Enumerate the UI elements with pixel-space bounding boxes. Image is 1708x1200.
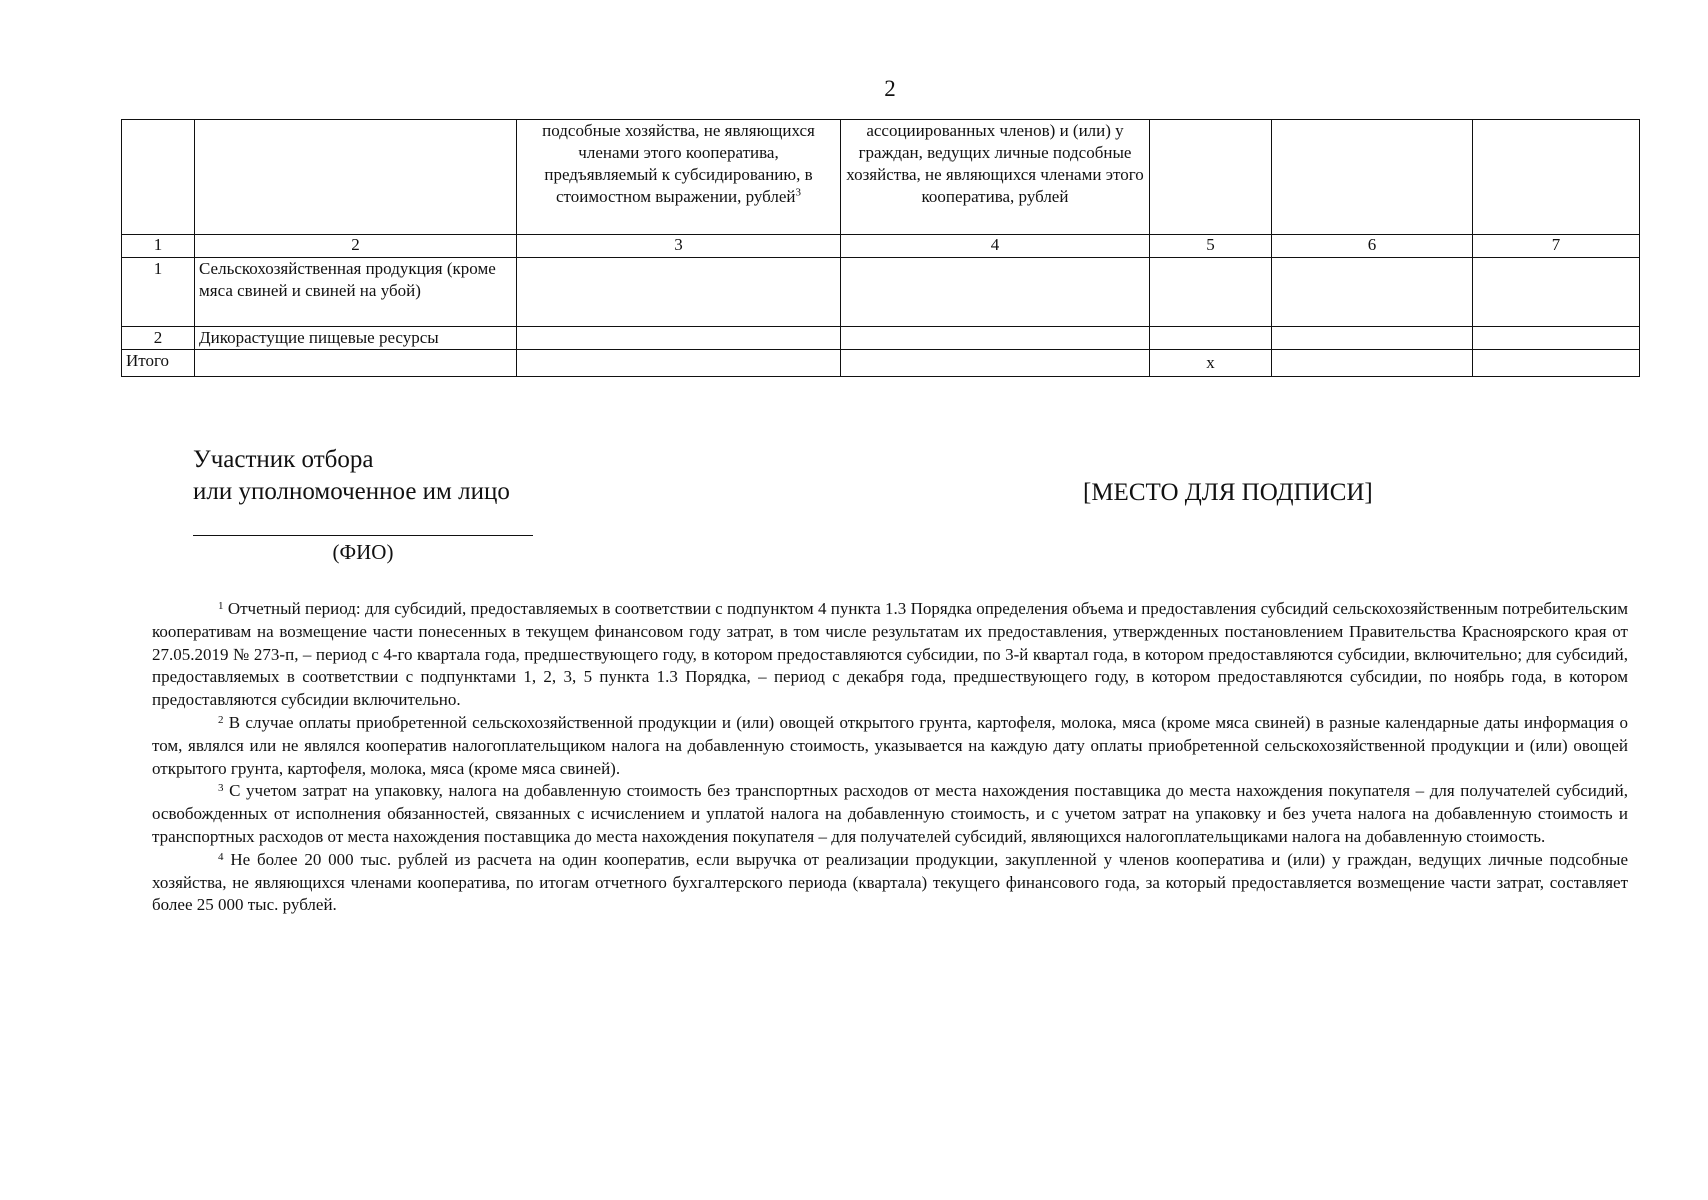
footnote-text: С учетом затрат на упаковку, налога на добавленную стоимость без транспортных расходов от места нахождения поставщика до места нахождения покупателя – для получателей субсидий, освобожденных от исполнения обязанностей, связанных с исчислением и уплатой налога на добавленную стоимость, и с учетом затрат на упаковку и без учета налога на добавленную стоимость и транспортных расходов от места нахождения поставщика до места нахождения покупателя – для получателей субсидий, являющихся налогоплательщиками налога на добавленную стоимость.: [152, 781, 1629, 846]
table-cell: [841, 258, 1150, 327]
total-row: [122, 350, 1640, 377]
column-number: 7: [1473, 235, 1640, 258]
header-col3-text: подсобные хозяйства, не являющихся членами этого кооператива, предъявляемый к субсидированию, в стоимостном выражении, рублей: [542, 121, 815, 206]
header-col2: [195, 120, 517, 235]
column-number: 4: [841, 235, 1150, 258]
row-number: 1: [122, 258, 195, 327]
header-col1: [122, 120, 195, 235]
row-name: Сельскохозяйственная продукция (кроме мяса свиней и свиней на убой): [195, 258, 517, 327]
column-number: 1: [122, 235, 195, 258]
page-number: 2: [884, 76, 896, 101]
row-name: Дикорастущие пищевые ресурсы: [195, 327, 517, 350]
total-label: Итого: [122, 350, 195, 377]
table-cell: [1272, 350, 1473, 377]
header-col4: ассоциированных членов) и (или) у граждан, ведущих личные подсобные хозяйства, не являющихся членами этого кооператива, рублей: [841, 120, 1150, 235]
table-cell: [517, 258, 841, 327]
footnote-mark: 1: [218, 600, 224, 612]
total-x-mark: х: [1150, 350, 1272, 377]
fio-underline: [193, 535, 533, 536]
table-cell: [1473, 327, 1640, 350]
subsidy-table: [121, 119, 1640, 377]
signer-title-line2: или уполномоченное им лицо: [193, 478, 510, 505]
footnote-ref-3: 3: [795, 186, 802, 199]
footnote-2: [152, 712, 1628, 780]
column-number: 3: [517, 235, 841, 258]
signature-placeholder: [МЕСТО ДЛЯ ПОДПИСИ]: [1083, 479, 1373, 506]
column-number-row: [122, 235, 1640, 258]
table-cell: [1150, 258, 1272, 327]
signer-block: [193, 444, 510, 508]
column-number: 5: [1150, 235, 1272, 258]
table-cell: [1473, 258, 1640, 327]
footnote-mark: 2: [218, 713, 224, 726]
footnote-1: [152, 598, 1628, 712]
table-cell: [1150, 327, 1272, 350]
row-number: 2: [122, 327, 195, 350]
footnote-4: [152, 849, 1628, 917]
column-number: 2: [195, 235, 517, 258]
column-number: 6: [1272, 235, 1473, 258]
table-row: [122, 258, 1640, 327]
footnote-text: Отчетный период: для субсидий, предоставляемых в соответствии с подпунктом 4 пункта 1.3 Порядка определения объема и предоставления субсидий сельскохозяйственным потребительским кооперативам на возмещение части понесенных в текущем финансовом году затрат, в том числе результатам их предоставления, утвержденных постановлением Правительства Красноярского края от 27.05.2019 № 273-п, – период с 4-го квартала года, предшествующего году, в котором предоставляются субсидии, по 3-й квартал года, в котором предоставляются субсидии, включительно; для субсидий, предоставляемых в соответствии с подпунктами 1, 2, 3, 5 пункта 1.3 Порядка, – период с декабря года, предшествующего году, в котором предоставляются субсидии, по ноябрь года, в котором предоставляются субсидии включительно.: [152, 599, 1628, 710]
signer-title-line1: Участник отбора: [193, 446, 374, 473]
footnotes: [152, 598, 1628, 917]
header-col3: [517, 120, 841, 235]
header-col6: [1272, 120, 1473, 235]
footnote-3: [152, 780, 1628, 848]
table-cell: [1473, 350, 1640, 377]
table-row: [122, 327, 1640, 350]
footnote-text: Не более 20 000 тыс. рублей из расчета на один кооператив, если выручка от реализации продукции, закупленной у членов кооператива и (или) у граждан, ведущих личные подсобные хозяйства, не являющихся членами кооператива, по итогам отчетного бухгалтерского периода (квартала) текущего финансового года, за который предоставляется возмещение части затрат, составляет более 25 000 тыс. рублей.: [152, 849, 1628, 915]
fio-label: (ФИО): [332, 540, 394, 564]
footnote-mark: 3: [218, 782, 224, 795]
table-cell: [517, 350, 841, 377]
table-cell: [195, 350, 517, 377]
header-col7: [1473, 120, 1640, 235]
table-cell: [1272, 258, 1473, 327]
table-cell: [841, 350, 1150, 377]
table-cell: [1272, 327, 1473, 350]
table-header-row: [122, 120, 1640, 235]
table-cell: [841, 327, 1150, 350]
footnote-text: В случае оплаты приобретенной сельскохозяйственной продукции и (или) овощей открытого грунта, картофеля, молока, мяса (кроме мяса свиней) в разные календарные даты информация о том, являлся или не являлся кооператив налогоплательщиком налога на добавленную стоимость, указывается на каждую дату оплаты приобретенной сельскохозяйственной продукции и (или) овощей открытого грунта, картофеля, молока, мяса (кроме мяса свиней).: [152, 712, 1629, 778]
footnote-mark: 4: [218, 850, 224, 863]
header-col5: [1150, 120, 1272, 235]
table-cell: [517, 327, 841, 350]
